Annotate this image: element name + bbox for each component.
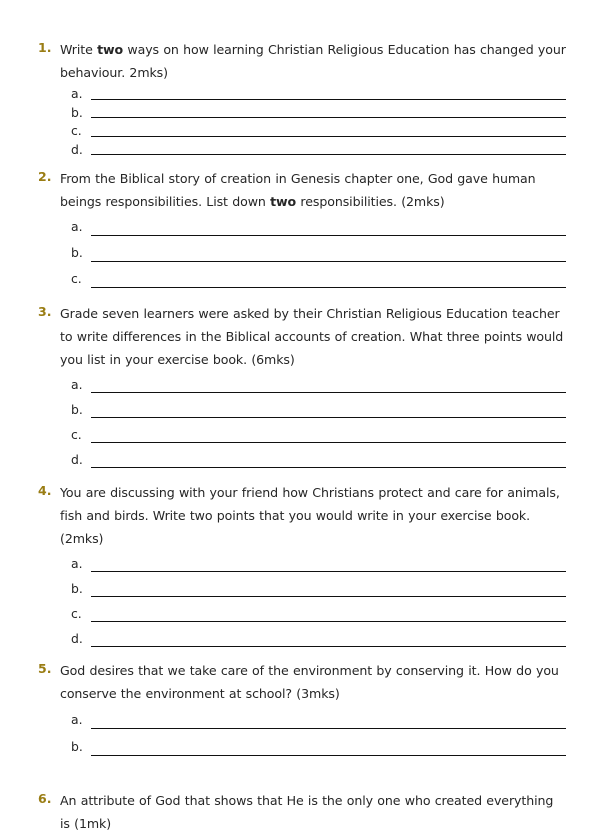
answer-letter: c.	[71, 427, 82, 442]
answer-rule[interactable]	[91, 467, 566, 468]
question-3-text: Grade seven learners were asked by their Christian Religious Education teacher to write differences in the Biblical accounts of creation. What three points would you list in your exercise book. (6mks)	[60, 306, 564, 367]
answer-rule[interactable]	[91, 261, 566, 262]
answer-letter: d.	[71, 631, 83, 646]
question-6-text: An attribute of God that shows that He is the only one who created everything is (1mk)	[60, 793, 554, 831]
question-4-text: You are discussing with your friend how Christians protect and care for animals, fish and birds. Write two points that you would write in your exercise book. (2mks)	[60, 485, 560, 546]
section-gap	[38, 159, 566, 167]
answer-letter: c.	[71, 271, 82, 286]
answer-line[interactable]	[71, 397, 566, 422]
answer-rule[interactable]	[91, 621, 566, 622]
question-1-text: Write two ways on how learning Christian Religious Education has changed your behaviour. 2mks)	[60, 42, 566, 80]
question-1	[38, 38, 566, 159]
question-3-answers	[38, 372, 566, 472]
answer-line[interactable]	[71, 601, 566, 626]
question-2-answers	[38, 214, 566, 292]
answer-line[interactable]	[71, 733, 566, 760]
answer-line[interactable]	[71, 122, 566, 141]
answer-rule[interactable]	[91, 755, 566, 756]
answer-line[interactable]	[71, 447, 566, 472]
answer-line[interactable]	[71, 214, 566, 240]
question-5	[38, 659, 566, 760]
answer-rule[interactable]	[91, 99, 566, 100]
answer-rule[interactable]	[91, 728, 566, 729]
answer-rule[interactable]	[91, 136, 566, 137]
answer-letter: b.	[71, 104, 83, 120]
answer-letter: b.	[71, 245, 83, 260]
answer-rule[interactable]	[91, 287, 566, 288]
question-6	[38, 789, 566, 835]
question-2-text: From the Biblical story of creation in Genesis chapter one, God gave human beings responsibilities. List down two responsibilities. (2mks)	[60, 171, 536, 209]
answer-rule[interactable]	[91, 596, 566, 597]
question-5-number: 5.	[38, 661, 52, 676]
answer-rule[interactable]	[91, 392, 566, 393]
answer-rule[interactable]	[91, 154, 566, 155]
answer-line[interactable]	[71, 141, 566, 160]
question-6-header	[38, 789, 566, 835]
answer-letter: a.	[71, 377, 83, 392]
question-4	[38, 481, 566, 651]
answer-rule[interactable]	[91, 442, 566, 443]
answer-rule[interactable]	[91, 646, 566, 647]
answer-letter: d.	[71, 141, 83, 157]
answer-letter: d.	[71, 452, 83, 467]
question-4-answers	[38, 551, 566, 651]
question-4-number: 4.	[38, 483, 52, 498]
question-1-number: 1.	[38, 40, 52, 55]
answer-rule[interactable]	[91, 417, 566, 418]
section-gap	[38, 760, 566, 789]
answer-letter: a.	[71, 712, 83, 727]
answer-letter: b.	[71, 581, 83, 596]
answer-letter: c.	[71, 606, 82, 621]
question-3-header	[38, 302, 566, 371]
answer-line[interactable]	[71, 422, 566, 447]
answer-letter: a.	[71, 86, 83, 101]
answer-line[interactable]	[71, 551, 566, 576]
answer-line[interactable]	[71, 576, 566, 601]
question-5-text: God desires that we take care of the environment by conserving it. How do you conserve the environment at school? (3mks)	[60, 663, 559, 701]
answer-line[interactable]	[71, 372, 566, 397]
question-3	[38, 302, 566, 472]
answer-line[interactable]	[71, 85, 566, 104]
answer-letter: b.	[71, 402, 83, 417]
answer-line[interactable]	[71, 706, 566, 733]
question-1-emphasis: two	[97, 42, 124, 57]
answer-letter: a.	[71, 556, 83, 571]
answer-line[interactable]	[71, 104, 566, 123]
question-5-header	[38, 659, 566, 705]
answer-letter: c.	[71, 123, 82, 138]
question-1-answers	[38, 85, 566, 159]
answer-rule[interactable]	[91, 235, 566, 236]
section-gap	[38, 651, 566, 659]
answer-line[interactable]	[71, 266, 566, 292]
question-1-header	[38, 38, 566, 84]
question-2-emphasis: two	[270, 194, 297, 209]
answer-rule[interactable]	[91, 117, 566, 118]
answer-letter: a.	[71, 219, 83, 234]
question-3-number: 3.	[38, 304, 52, 319]
question-2-header	[38, 167, 566, 213]
answer-rule[interactable]	[91, 571, 566, 572]
question-2	[38, 167, 566, 292]
answer-letter: b.	[71, 739, 83, 754]
question-5-answers	[38, 706, 566, 760]
answer-line[interactable]	[71, 626, 566, 651]
section-gap	[38, 472, 566, 481]
answer-line[interactable]	[71, 240, 566, 266]
question-6-number: 6.	[38, 791, 52, 806]
section-gap	[38, 292, 566, 302]
question-2-number: 2.	[38, 169, 52, 184]
question-4-header	[38, 481, 566, 550]
